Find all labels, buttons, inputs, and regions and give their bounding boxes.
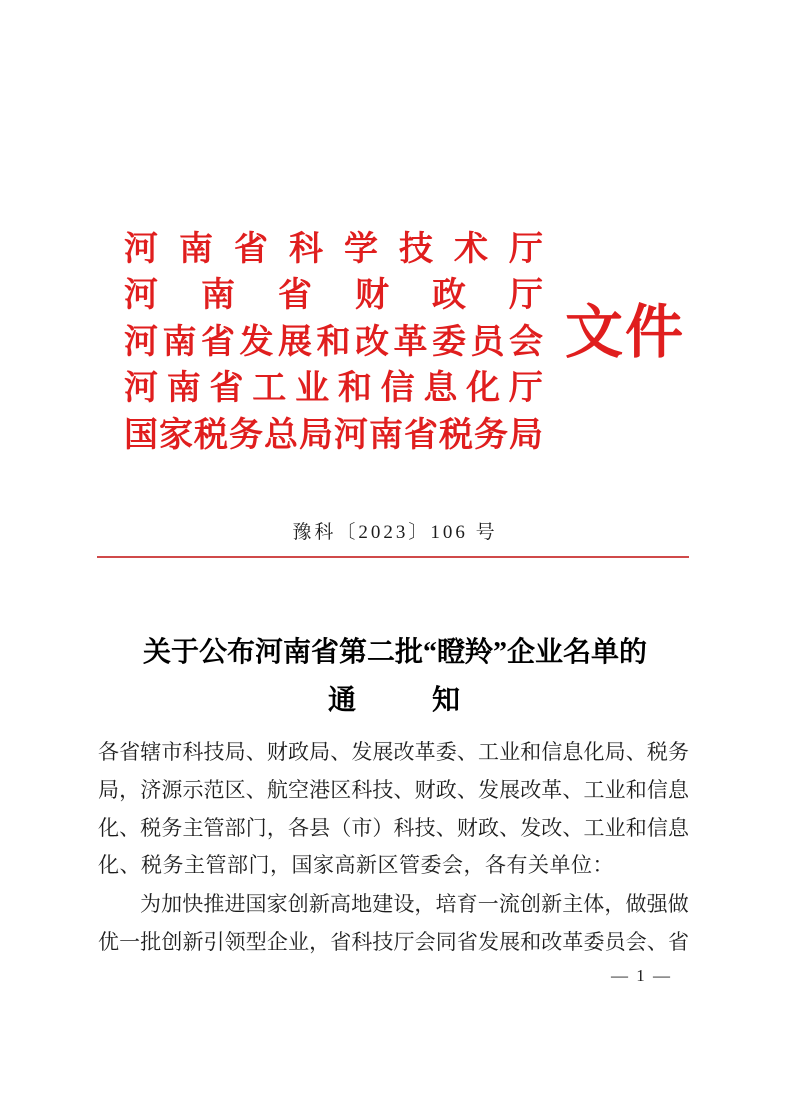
body-line: 为 加 快 推 进 国 家 创 新 高 地 建 设 ， 培 育 一 流 创 新 主 体 ， 做 强 做 bbox=[140, 892, 689, 916]
body-line: 化、税务主管部门，国家高新区管委会，各有关单位： bbox=[98, 853, 614, 877]
page-number: — 1 — bbox=[611, 966, 672, 985]
document-title-line2: 通 知 bbox=[328, 685, 460, 716]
agency-name: 河 南 省 财 政 厅 bbox=[124, 277, 543, 315]
body-line: 各 省 辖 市 科 技 局 、 财 政 局 、 发 展 改 革 委 、 工 业 和 信 息 化 局 、 税 务 bbox=[98, 740, 689, 764]
doc-number: 豫科〔2023〕106 号 bbox=[292, 522, 498, 543]
agency-name: 国 家 税 务 总 局 河 南 省 税 务 局 bbox=[124, 416, 543, 454]
document-body bbox=[98, 732, 689, 960]
body-line: 优 一 批 创 新 引 领 型 企 业 ， 省 科 技 厅 会 同 省 发 展 和 改 革 委 员 会 、 省 bbox=[98, 930, 689, 954]
body-line: 局 ， 济 源 示 范 区 、 航 空 港 区 科 技 、 财 政 、 发 展 改 革 、 工 业 和 信 息 bbox=[98, 778, 689, 802]
document-title-line1: 关于公布河南省第二批“瞪羚”企业名单的 bbox=[142, 637, 647, 668]
red-divider-line bbox=[97, 556, 689, 558]
red-letterhead bbox=[124, 222, 543, 455]
agency-name: 河 南 省 科 学 技 术 厅 bbox=[124, 230, 543, 268]
doc-type-label: 文件 bbox=[565, 300, 686, 365]
agency-name: 河 南 省 发 展 和 改 革 委 员 会 bbox=[124, 323, 543, 361]
body-line: 化 、 税 务 主 管 部 门 ， 各 县 （ 市 ） 科 技 、 财 政 、 发 改 、 工 业 和 信 息 bbox=[98, 816, 689, 840]
agency-name: 河 南 省 工 业 和 信 息 化 厅 bbox=[124, 370, 543, 408]
